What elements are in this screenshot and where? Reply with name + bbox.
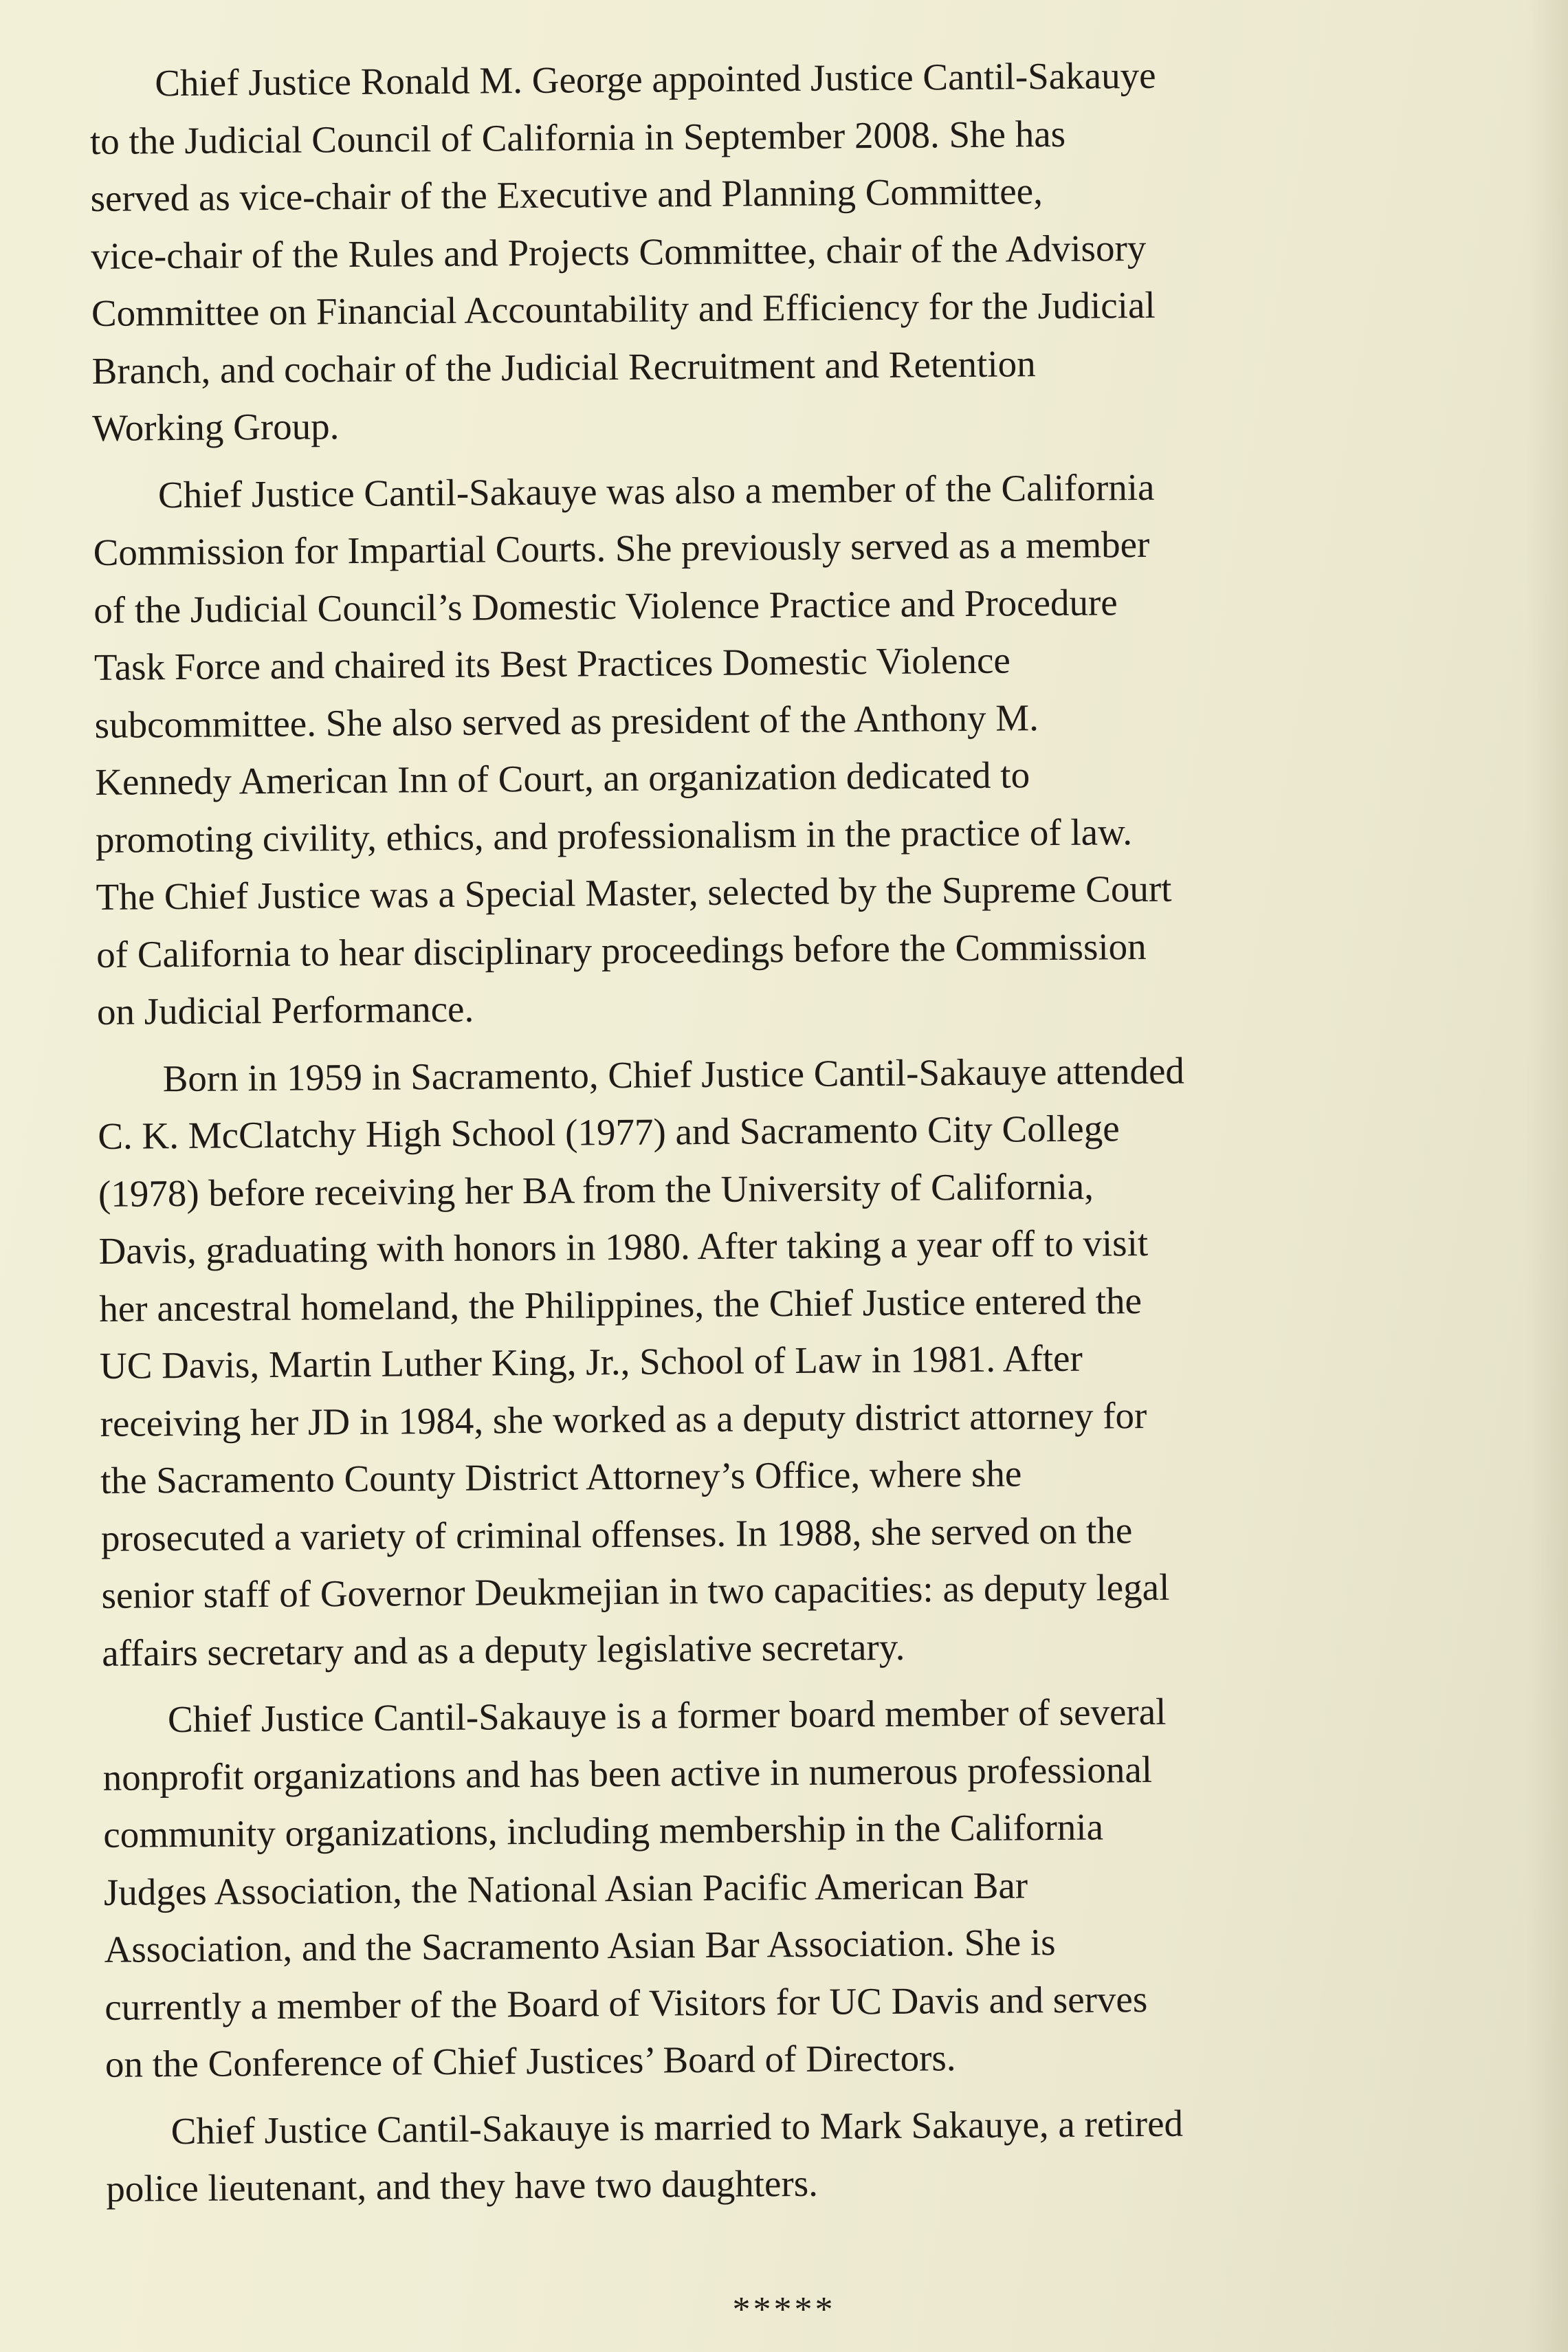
- text-line: served as vice-chair of the Executive and Planning Committee,: [90, 170, 1044, 219]
- text-line: The Chief Justice was a Special Master, selected by the Supreme Court: [96, 867, 1172, 918]
- text-line: Branch, and cochair of the Judicial Recruitment and Retention: [91, 342, 1036, 392]
- text-line: Davis, graduating with honors in 1980. After taking a year off to visit: [98, 1221, 1149, 1272]
- text-line: subcommittee. She also served as president of the Anthony M.: [94, 696, 1039, 746]
- text-line: prosecuted a variety of criminal offenses. In 1988, she served on the: [100, 1508, 1133, 1559]
- text-line: of the Judicial Council’s Domestic Violence Practice and Procedure: [93, 580, 1118, 631]
- text-line: senior staff of Governor Deukmejian in two capacities: as deputy legal: [101, 1565, 1170, 1616]
- text-line: the Sacramento County District Attorney’s Office, where she: [100, 1452, 1022, 1502]
- text-line: vice-chair of the Rules and Projects Committee, chair of the Advisory: [91, 226, 1147, 277]
- text-line: Chief Justice Ronald M. George appointed Justice Cantil-Sakauye: [155, 54, 1156, 105]
- text-line: receiving her JD in 1984, she worked as a deputy district attorney for: [100, 1394, 1147, 1444]
- text-line: to the Judicial Council of California in September 2008. She has: [89, 112, 1066, 162]
- text-line: police lieutenant, and they have two daughters.: [106, 2162, 819, 2210]
- text-line: of California to hear disciplinary proceedings before the Commission: [96, 925, 1147, 976]
- text-line: Committee on Financial Accountability and Efficiency for the Judicial: [91, 283, 1156, 334]
- text-line: affairs secretary and as a deputy legislative secretary.: [102, 1625, 905, 1674]
- text-line: UC Davis, Martin Luther King, Jr., School of Law in 1981. After: [99, 1337, 1083, 1387]
- text-line: Commission for Impartial Courts. She previously served as a member: [93, 523, 1150, 573]
- text-line: Chief Justice Cantil-Sakauye was also a member of the California: [157, 465, 1155, 516]
- text-line: nonprofit organizations and has been active in numerous professional: [102, 1748, 1153, 1799]
- text-line: Chief Justice Cantil-Sakauye is married to Mark Sakauye, a retired: [170, 2102, 1184, 2152]
- paragraph-family: [105, 2091, 1501, 2217]
- text-line: her ancestral homeland, the Philippines, the Chief Justice entered the: [99, 1279, 1142, 1330]
- text-line: Born in 1959 in Sacramento, Chief Justice Cantil-Sakauye attended: [162, 1049, 1185, 1099]
- text-line: Task Force and chaired its Best Practices Domestic Violence: [93, 639, 1011, 688]
- paragraph-judicial-council: [89, 44, 1488, 457]
- paragraph-commissions: [93, 456, 1492, 1041]
- text-line: Kennedy American Inn of Court, an organization dedicated to: [95, 754, 1030, 803]
- paragraph-organizations: [102, 1680, 1501, 2093]
- text-line: currently a member of the Board of Visitors for UC Davis and serves: [104, 1977, 1148, 2028]
- text-line: C. K. McClatchy High School (1977) and Sacramento City College: [98, 1107, 1120, 1157]
- text-line: community organizations, including membership in the California: [103, 1805, 1104, 1856]
- text-line: on Judicial Performance.: [96, 987, 474, 1033]
- text-line: (1978) before receiving her BA from the University of California,: [98, 1165, 1094, 1215]
- text-line: Association, and the Sacramento Asian Bar Association. She is: [104, 1921, 1056, 1970]
- biography-text: [89, 44, 1502, 2227]
- paragraph-early-life: [97, 1040, 1497, 1682]
- section-separator: *****: [732, 2290, 836, 2329]
- text-line: Chief Justice Cantil-Sakauye is a former board member of several: [167, 1690, 1167, 1741]
- page-edge-shadow: [1527, 0, 1568, 2352]
- text-line: Judges Association, the National Asian Pacific American Bar: [103, 1863, 1028, 1913]
- text-line: Working Group.: [92, 405, 340, 449]
- text-line: promoting civility, ethics, and professionalism in the practice of law.: [95, 810, 1133, 861]
- text-line: on the Conference of Chief Justices’ Board of Directors.: [104, 2036, 956, 2085]
